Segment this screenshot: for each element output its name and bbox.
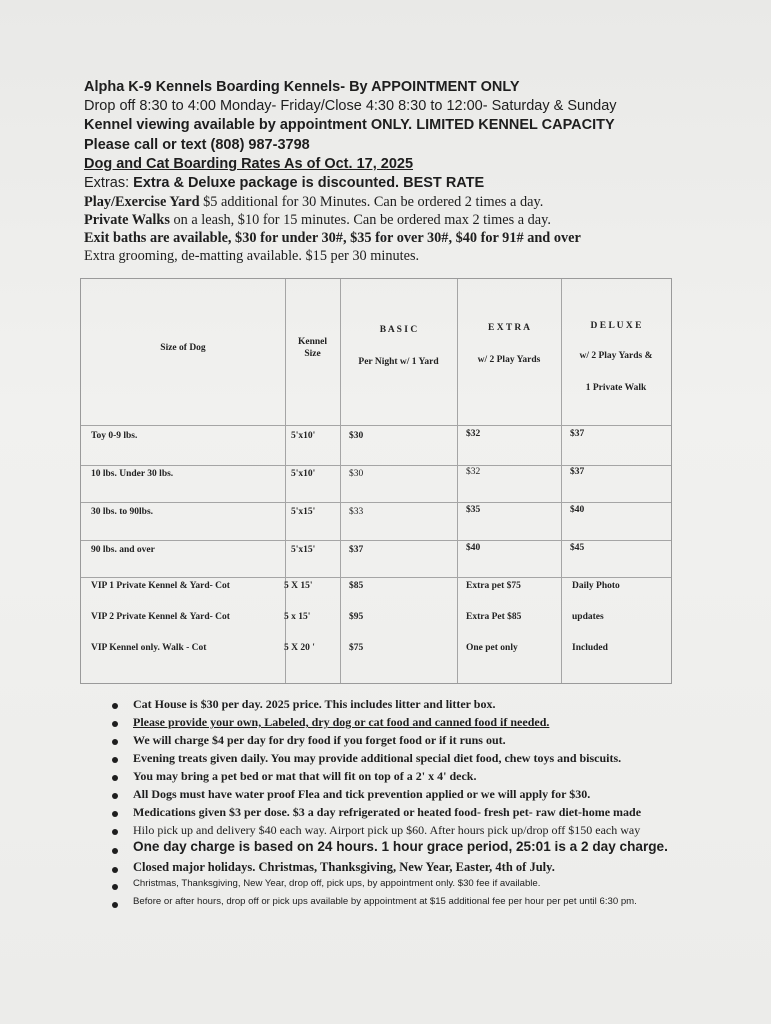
header-size-of-dog: Size of Dog bbox=[160, 343, 206, 353]
bullet-icon bbox=[112, 739, 118, 745]
row-toy-basic: $30 bbox=[349, 431, 364, 441]
row-large-size: 90 lbs. and over bbox=[91, 545, 155, 555]
header-deluxe: D E L U X E bbox=[590, 321, 642, 331]
private-walk-text: on a leash, $10 for 15 minutes. Can be ordered max 2 times a day. bbox=[169, 212, 551, 228]
grooming-line: Extra grooming, de-matting available. $15 per 30 minutes. bbox=[84, 248, 420, 264]
header-basic: B A S I C bbox=[379, 325, 418, 335]
note-provide-food: Please provide your own, Labeled, dry dog or cat food and canned food if needed. bbox=[133, 715, 550, 729]
row-large-basic: $37 bbox=[349, 545, 364, 555]
row-toy-kennel: 5'x10' bbox=[291, 431, 316, 441]
bullet-icon bbox=[112, 884, 118, 890]
header-kennel-size-1: Kennel bbox=[297, 337, 328, 347]
bullet-icon bbox=[112, 793, 118, 799]
exit-bath-text: are available, $30 for under 30#, $35 for over 30#, $40 for 91# and over bbox=[146, 230, 581, 246]
note-pet-bed: You may bring a pet bed or mat that will fit on top of a 2' x 4' deck. bbox=[133, 769, 477, 783]
note-holiday-appointments: Christmas, Thanksgiving, New Year, drop off, pick ups, by appointment only. $30 fee if available. bbox=[133, 878, 541, 889]
row-toy-size: Toy 0-9 lbs. bbox=[91, 431, 138, 441]
vip-2-deluxe: updates bbox=[572, 612, 604, 622]
note-food-charge: We will charge $4 per day for dry food if you forget food or if it runs out. bbox=[133, 733, 506, 747]
note-treats: Evening treats given daily. You may provide additional special diet food, chew toys and biscuits. bbox=[133, 751, 622, 765]
row-medium-size: 30 lbs. to 90lbs. bbox=[91, 507, 154, 517]
bullet-icon bbox=[112, 811, 118, 817]
kennel-title: Alpha K-9 Kennels Boarding Kennels- By APPOINTMENT ONLY bbox=[84, 79, 520, 95]
row-small-kennel: 5'x10' bbox=[291, 469, 316, 479]
bullet-icon bbox=[112, 848, 118, 854]
header-basic-sub: Per Night w/ 1 Yard bbox=[358, 357, 439, 367]
header-deluxe-sub-2: 1 Private Walk bbox=[585, 383, 647, 393]
vip-3-size: VIP Kennel only. Walk - Cot bbox=[91, 643, 207, 653]
vip-3-deluxe: Included bbox=[572, 643, 608, 653]
row-large-extra: $40 bbox=[466, 543, 481, 553]
header-deluxe-sub-1: w/ 2 Play Yards & bbox=[579, 351, 653, 361]
note-cat-house: Cat House is $30 per day. 2025 price. This includes litter and litter box. bbox=[133, 697, 496, 711]
bullet-icon bbox=[112, 721, 118, 727]
vip-1-size: VIP 1 Private Kennel & Yard- Cot bbox=[91, 581, 230, 591]
header-kennel-size-2: Size bbox=[304, 349, 321, 359]
viewing-text: Kennel viewing available by appointment ONLY. LIMITED KENNEL CAPACITY bbox=[84, 117, 615, 133]
exit-bath-label: Exit baths bbox=[84, 230, 147, 246]
rates-table bbox=[80, 278, 672, 684]
vip-1-extra: Extra pet $75 bbox=[466, 581, 521, 591]
extras-bold: Extra & Deluxe package is discounted. BEST RATE bbox=[133, 175, 485, 191]
exit-bath-line bbox=[84, 230, 581, 247]
note-pickup-delivery: Hilo pick up and delivery $40 each way. Airport pick up $60. After hours pick up/drop off $150 each way bbox=[133, 823, 641, 837]
row-toy-extra: $32 bbox=[466, 429, 481, 439]
vip-2-kennel: 5 x 15' bbox=[284, 612, 311, 622]
vip-3-extra: One pet only bbox=[466, 643, 518, 653]
play-yard-text: $5 additional for 30 Minutes. Can be ordered 2 times a day. bbox=[199, 194, 544, 210]
hours-text: Drop off 8:30 to 4:00 Monday- Friday/Close 4:30 8:30 to 12:00- Saturday & Sunday bbox=[84, 98, 617, 114]
bullet-icon bbox=[112, 757, 118, 763]
vip-3-basic: $75 bbox=[349, 643, 364, 653]
row-large-deluxe: $45 bbox=[570, 543, 585, 553]
row-medium-kennel: 5'x15' bbox=[291, 507, 316, 517]
bullet-icon bbox=[112, 867, 118, 873]
extras-label: Extras: bbox=[84, 175, 134, 191]
play-yard-line bbox=[84, 194, 543, 211]
row-medium-extra: $35 bbox=[466, 505, 481, 515]
row-medium-basic: $33 bbox=[349, 507, 364, 517]
contact-text: Please call or text (808) 987-3798 bbox=[84, 137, 310, 153]
note-holidays: Closed major holidays. Christmas, Thanksgiving, New Year, Easter, 4th of July. bbox=[133, 860, 555, 874]
vip-1-deluxe: Daily Photo bbox=[572, 581, 620, 591]
vip-2-extra: Extra Pet $85 bbox=[466, 612, 522, 622]
row-toy-deluxe: $37 bbox=[570, 429, 585, 439]
note-after-hours: Before or after hours, drop off or pick ups available by appointment at $15 additional fee per hour per pet until 6:30 pm. bbox=[133, 896, 637, 907]
row-medium-deluxe: $40 bbox=[570, 505, 585, 515]
row-small-basic: $30 bbox=[349, 469, 364, 479]
note-medications: Medications given $3 per dose. $3 a day refrigerated or heated food- fresh pet- raw diet-home made bbox=[133, 805, 642, 819]
vip-2-basic: $95 bbox=[349, 612, 364, 622]
private-walk-line bbox=[84, 212, 551, 229]
vip-2-size: VIP 2 Private Kennel & Yard- Cot bbox=[91, 612, 230, 622]
row-small-size: 10 lbs. Under 30 lbs. bbox=[91, 469, 174, 479]
note-flea-tick: All Dogs must have water proof Flea and tick prevention applied or we will apply for $30. bbox=[133, 787, 591, 801]
row-large-kennel: 5'x15' bbox=[291, 545, 316, 555]
bullet-icon bbox=[112, 775, 118, 781]
note-day-charge: One day charge is based on 24 hours. 1 hour grace period, 25:01 is a 2 day charge. bbox=[133, 839, 668, 854]
row-small-extra: $32 bbox=[466, 467, 481, 477]
bullet-icon bbox=[112, 902, 118, 908]
private-walk-label: Private Walks bbox=[84, 212, 170, 228]
header-extra: E X T R A bbox=[488, 323, 530, 333]
vip-1-kennel: 5 X 15' bbox=[284, 581, 313, 591]
vip-3-kennel: 5 X 20 ' bbox=[284, 643, 315, 653]
rates-title: Dog and Cat Boarding Rates As of Oct. 17, 2025 bbox=[84, 156, 414, 172]
bullet-icon bbox=[112, 829, 118, 835]
vip-1-basic: $85 bbox=[349, 581, 364, 591]
header-extra-sub: w/ 2 Play Yards bbox=[477, 355, 541, 365]
extras-line bbox=[84, 175, 484, 191]
row-small-deluxe: $37 bbox=[570, 467, 585, 477]
bullet-icon bbox=[112, 703, 118, 709]
play-yard-label: Play/Exercise Yard bbox=[84, 194, 200, 210]
